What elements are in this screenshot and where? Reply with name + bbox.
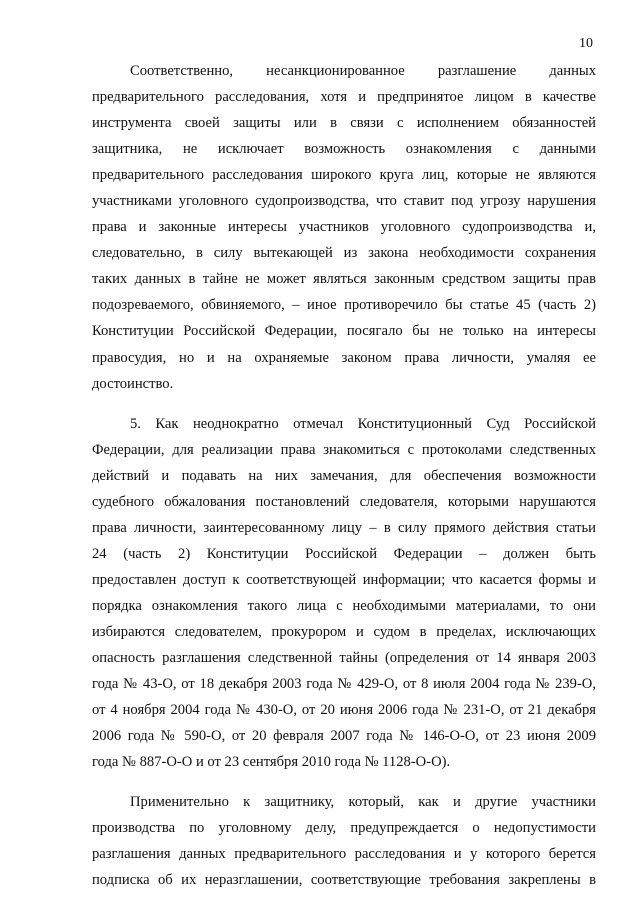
text-line: Федерации, для реализации права знакомиться с протоколами следственных [92, 441, 596, 458]
text-line: от 4 ноября 2004 года № 430-О, от 20 июня 2006 года № 231-О, от 21 декабря [92, 702, 596, 719]
text-line: инструмента своей защиты или в связи с исполнением обязанностей [92, 115, 596, 132]
text-line: порядка ознакомления такого лица с необходимыми материалами, то они [92, 597, 596, 614]
text-line: опасность разглашения следственной тайны (определения от 14 января 2003 [92, 650, 596, 667]
text-line: действий и подавать на них замечания, для обеспечения возможности [92, 467, 596, 484]
text-line: 5. Как неоднократно отмечал Конституционный Суд Российской [130, 415, 596, 432]
text-line: подписка об их неразглашении, соответствующие требования закреплены в [92, 872, 596, 889]
text-line: достоинство. [92, 375, 174, 392]
text-line: Соответственно, несанкционированное разглашение данных [130, 63, 596, 79]
text-line: правосудия, но и на охраняемые законом права личности, умаляя ее [92, 349, 596, 366]
text-line: следовательно, в силу вытекающей из закона необходимости сохранения [92, 245, 596, 262]
text-line: разглашения данных предварительного расследования и у которого берется [92, 846, 596, 863]
text-line: Конституции Российской Федерации, посягало бы не только на интересы [92, 323, 596, 340]
text-line: производства по уголовному делу, предупреждается о недопустимости [92, 820, 596, 837]
text-line: подозреваемого, обвиняемого, – иное противоречило бы статье 45 (часть 2) [92, 297, 596, 314]
text-line: судебного обжалования постановлений следователя, которыми нарушаются [92, 493, 596, 510]
text-line: участниками уголовного судопроизводства, что ставит под угрозу нарушения [92, 193, 596, 210]
page-number: 10 [579, 36, 593, 51]
paragraph-3 [92, 789, 596, 893]
text-line: предварительного расследования, хотя и предпринятое лицом в качестве [92, 89, 596, 106]
text-line: Применительно к защитнику, который, как и другие участники [130, 794, 596, 811]
paragraph-2 [92, 411, 596, 776]
text-line: года № 43-О, от 18 декабря 2003 года № 429-О, от 8 июля 2004 года № 239-О, [92, 676, 596, 693]
text-line: защитника, не исключает возможность ознакомления с данными [92, 141, 596, 158]
paragraph-1 [92, 58, 596, 397]
text-line: предоставлен доступ к соответствующей информации; что касается формы и [92, 571, 596, 588]
text-line: 24 (часть 2) Конституции Российской Федерации – должен быть [92, 545, 596, 562]
text-line: года № 887-О-О и от 23 сентября 2010 года № 1128-О-О). [92, 754, 451, 771]
text-line: права личности, заинтересованному лицу – в силу прямого действия статьи [92, 519, 596, 536]
body-text [92, 58, 596, 893]
text-line: предварительного расследования широкого круга лиц, которые не являются [92, 167, 596, 184]
text-line: таких данных в тайне не может являться законным средством защиты прав [92, 271, 596, 288]
text-line: 2006 года № 590-О, от 20 февраля 2007 года № 146-О-О, от 23 июня 2009 [92, 728, 596, 745]
text-line: избираются следователем, прокурором и судом в пределах, исключающих [92, 623, 596, 640]
text-line: права и законные интересы участников уголовного судопроизводства и, [92, 219, 596, 236]
